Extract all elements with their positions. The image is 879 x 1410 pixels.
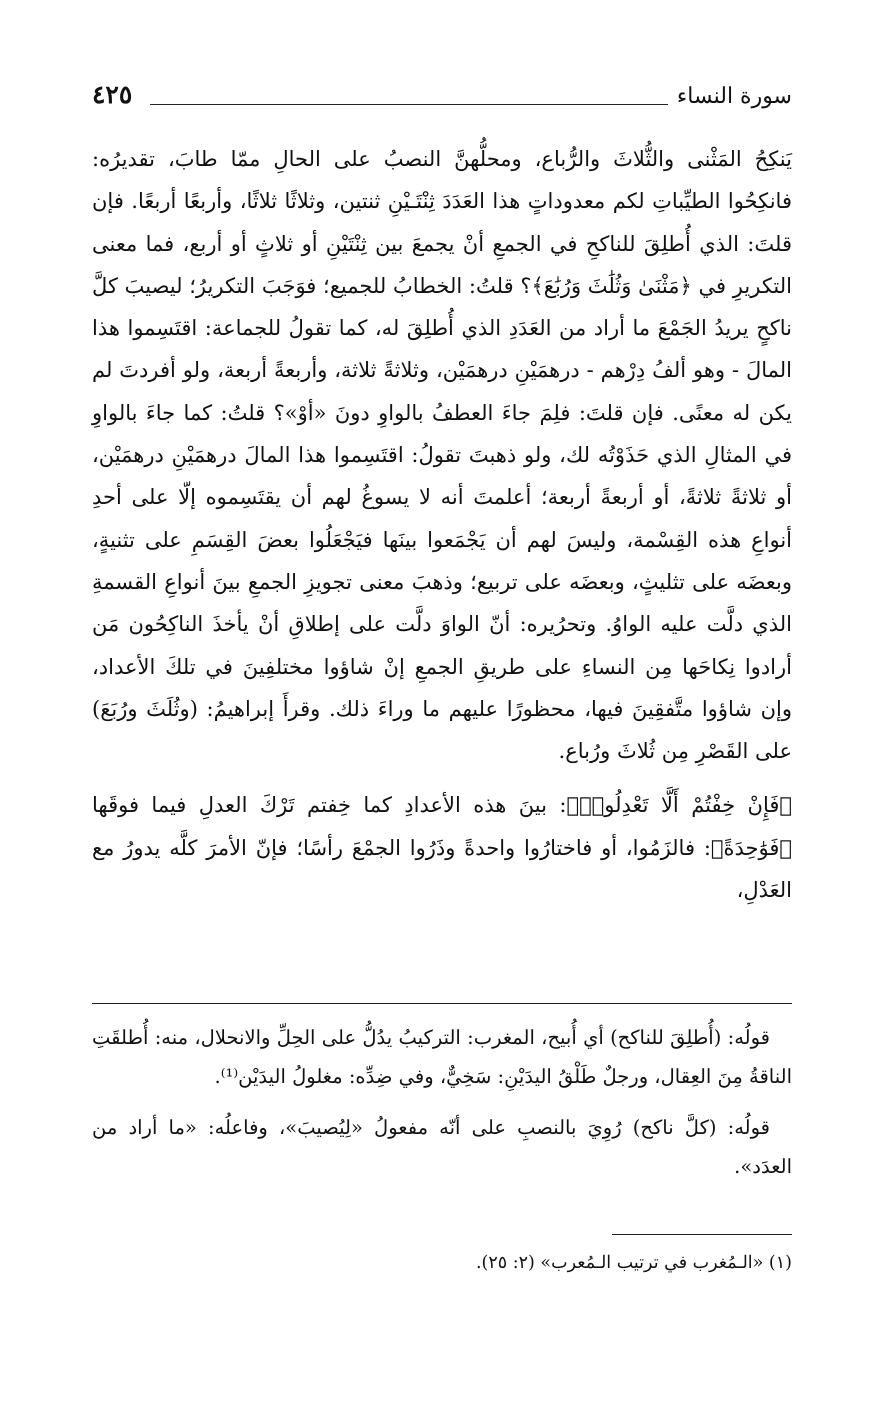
commentary-note-2: قولُه: (كلَّ ناكح) رُوِيَ بالنصبِ على أنّه مفعولُ «لِيُصيبَ»، وفاعلُه: «ما أراد من العدَد». [92, 1116, 792, 1178]
main-paragraph-1: يَنكِحُ المَثْنى والثُّلاثَ والرُّباع، ومحلُّهنَّ النصبُ على الحالِ ممّا طابَ، تقديرُه: فانكِحُوا الطيِّباتِ لكم معدوداتٍ هذا العَدَدَ ثِنْتَـيْنِ ثنتين، وثلاثًا ثلاثًا، وأربعًا أربعًا. فإن قلتَ: الذي أُطلِقَ للناكحِ في الجمعِ أنْ يجمعَ بين ثِنْتَيْنِ أو ثلاثٍ أو أربع، فما معنى التكريرِ في ﴿مَثْنَىٰ وَثُلَٰثَ وَرُبَٰعَ﴾؟ قلتُ: الخطابُ للجميع؛ فوَجَبَ التكريرُ؛ ليصيبَ كلَّ ناكحٍ يريدُ الجَمْعَ ما أراد من العَدَدِ الذي أُطلِقَ له، كما تقولُ للجماعة: اقتَسِموا هذا المالَ - وهو ألفُ دِرْهم - درهمَيْنِ درهمَيْن، وثلاثةً ثلاثة، وأربعةً أربعة، ولو أفردتَ لم يكن له معنًى. فإن قلتَ: فلِمَ جاءَ العطفُ بالواوِ دونَ «أوْ»؟ قلتُ: كما جاءَ بالواوِ في المثالِ الذي حَذَوْتُه لك، ولو ذهبتَ تقولُ: اقتَسِموا هذا المالَ درهمَيْنِ درهمَيْن، أو ثلاثةً ثلاثةً، أو أربعةً أربعة؛ أعلمتَ أنه لا يسوغُ لهم أن يقتَسِموه إلّا على أحدِ أنواعِ هذه القِسْمة، وليسَ لهم أن يَجْمَعوا بينَها فيَجْعَلُوا بعضَ القِسَمِ على تثنيةٍ، وبعضَه على تثليثٍ، وبعضَه على تربيع؛ وذهبَ معنى تجويزِ الجمعِ بينَ أنواعِ القسمةِ الذي دلَّت عليه الواوُ. وتحرُيره: أنّ الواوَ دلَّت على إطلاقِ أنْ يأخذَ الناكِحُون مَن أرادوا نِكاحَها مِن النساءِ على طريقِ الجمعِ إنْ شاؤوا مختلفِينَ في تلكَ الأعداد، وإن شاؤوا متَّفقِينَ فيها، محظورًا عليهم ما وراءَ ذلك. وقرأَ إبراهيمُ: (وثُلَثَ ورُبَعَ) على القَصْرِ مِن ثُلاثَ ورُباع. [92, 147, 792, 764]
main-text [92, 138, 792, 911]
page-header [92, 80, 792, 116]
page-number: ٤٢٥ [92, 80, 133, 109]
header-rule [150, 104, 668, 105]
main-paragraph-2: ﴿فَإِنْ خِفْتُمْ أَلَّا تَعْدِلُوا۟﴾: بينَ هذه الأعدادِ كما خِفتم تَرْكَ العدلِ فيما فوقَها ﴿فَوَٰحِدَةً﴾: فالزَمُوا، أو فاختارُوا واحدةً وذَرُوا الجمْعَ رأسًا؛ فإنّ الأمرَ كلَّه يدورُ مع العَدْلِ، [92, 793, 792, 903]
commentary-notes [92, 1018, 792, 1198]
footnote-separator [612, 1234, 792, 1235]
commentary-note-1: قولُه: (أُطلِقَ للناكح) أي أُبيح، المغرب: التركيبُ يدُلُّ على الحِلِّ والانحلال، منه: أُطلقَتِ الناقةُ مِنَ العِقال، ورجلٌ طَلْقُ اليدَيْنِ: سَخِيٌّ، وفي ضِدِّه: مغلولُ اليدَيْن⁽¹⁾. [92, 1026, 792, 1088]
footnote: (١) «الـمُغرب في ترتيب الـمُعرب» (٢: ٢٥). [475, 1253, 792, 1273]
running-title: سورة النساء [676, 84, 792, 109]
commentary-separator [92, 1003, 792, 1004]
